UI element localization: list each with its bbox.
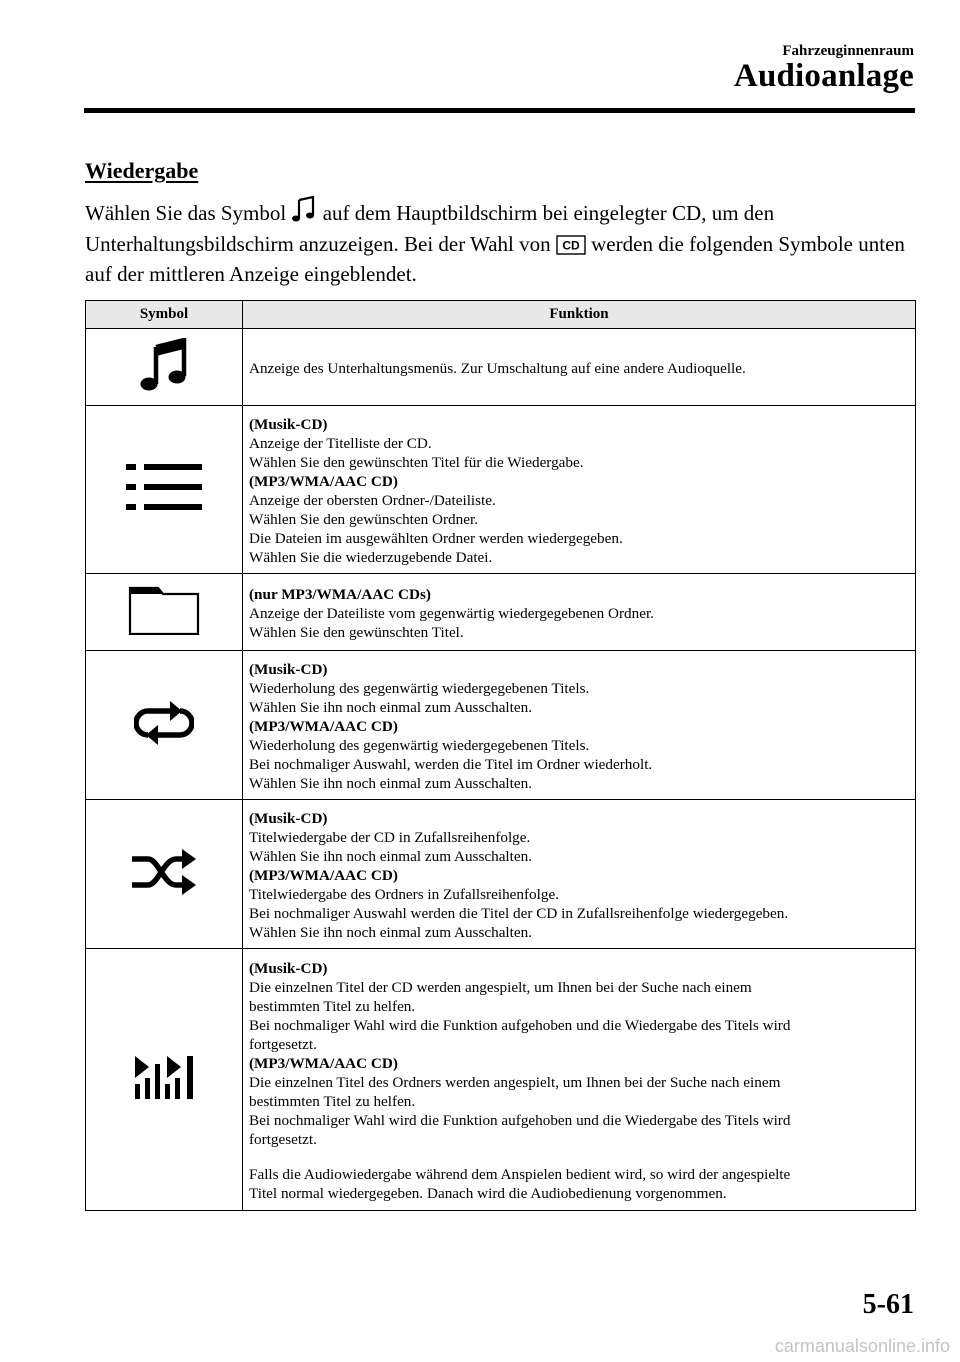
function-cell — [243, 651, 916, 800]
function-text-line: Titelwiedergabe der CD in Zufallsreihenfolge. — [249, 829, 531, 846]
table-row — [86, 651, 916, 800]
symbol-cell — [86, 406, 243, 574]
function-text-line: Wählen Sie ihn noch einmal zum Ausschalten. — [249, 924, 533, 941]
function-text-line: bestimmten Titel zu helfen. — [249, 998, 416, 1015]
function-text-line: Bei nochmaliger Auswahl, werden die Titel im Ordner wiederholt. — [249, 756, 653, 773]
cd-type-label: (Musik-CD) — [249, 416, 328, 433]
function-text-line: fortgesetzt. — [249, 1131, 317, 1148]
shuffle-icon — [130, 849, 198, 895]
table-header-row — [86, 301, 916, 329]
cd-type-label: (MP3/WMA/AAC CD) — [249, 1055, 398, 1072]
table-row — [86, 800, 916, 949]
cd-type-label: (Musik-CD) — [249, 661, 328, 678]
repeat-icon — [134, 701, 194, 745]
function-text-line: Wählen Sie die wiederzugebende Datei. — [249, 549, 493, 566]
section-title: Wiedergabe — [85, 158, 199, 183]
symbol-cell — [86, 651, 243, 800]
cd-icon-label: CD — [562, 238, 580, 252]
cd-type-label: (MP3/WMA/AAC CD) — [249, 473, 398, 490]
cd-type-label: (MP3/WMA/AAC CD) — [249, 867, 398, 884]
function-text-line: Wählen Sie den gewünschten Titel. — [249, 624, 464, 641]
symbol-cell — [86, 800, 243, 949]
cd-inline-icon — [556, 235, 586, 262]
function-text-line: bestimmten Titel zu helfen. — [249, 1093, 416, 1110]
function-text-line: Wiederholung des gegenwärtig wiedergegebenen Titels. — [249, 680, 590, 697]
intro-text-1: Wählen Sie das Symbol — [85, 201, 292, 225]
function-text-line: Die einzelnen Titel der CD werden angespielt, um Ihnen bei der Suche nach einem — [249, 979, 752, 996]
table-row — [86, 329, 916, 406]
cd-type-label: (Musik-CD) — [249, 960, 328, 977]
function-text-line: Die einzelnen Titel des Ordners werden angespielt, um Ihnen bei der Suche nach einem — [249, 1074, 781, 1091]
music-note-inline-icon — [291, 196, 317, 231]
function-cell — [243, 574, 916, 651]
function-text-line: Anzeige der Titelliste der CD. — [249, 435, 432, 452]
header-divider — [84, 108, 915, 113]
function-text-line: Bei nochmaliger Auswahl werden die Titel der CD in Zufallsreihenfolge wiedergegeben. — [249, 905, 789, 922]
function-text-line: Wählen Sie ihn noch einmal zum Ausschalten. — [249, 775, 533, 792]
cd-type-label: (nur MP3/WMA/AAC CDs) — [249, 586, 431, 603]
function-cell — [243, 949, 916, 1211]
function-cell — [243, 329, 916, 406]
function-cell — [243, 800, 916, 949]
intro-paragraph — [85, 196, 920, 288]
function-text-line: Anzeige der obersten Ordner-/Dateiliste. — [249, 492, 496, 509]
intro-text-2: auf dem Hauptbildschirm bei eingelegter CD, um den Unterhaltungsbildschirm anzuzeigen. Bei der Wahl von — [85, 201, 775, 256]
function-text-line: Titelwiedergabe des Ordners in Zufallsreihenfolge. — [249, 886, 559, 903]
function-text-line: Wählen Sie den gewünschten Ordner. — [249, 511, 479, 528]
function-text-line: Bei nochmaliger Wahl wird die Funktion aufgehoben und die Wiedergabe des Titels wird — [249, 1112, 791, 1129]
function-text-line: fortgesetzt. — [249, 1036, 317, 1053]
function-text-line: Anzeige des Unterhaltungsmenüs. Zur Umschaltung auf eine andere Audioquelle. — [249, 360, 746, 377]
list-icon — [124, 463, 204, 511]
page-number: 5-61 — [862, 1289, 914, 1320]
function-text-line: Wiederholung des gegenwärtig wiedergegebenen Titels. — [249, 737, 590, 754]
function-text-line: Falls die Audiowiedergabe während dem Anspielen bedient wird, so wird der angespielte — [249, 1166, 791, 1183]
header-symbol: Symbol — [86, 301, 243, 329]
header-chapter: Audioanlage — [733, 58, 914, 94]
symbol-table — [85, 300, 916, 1211]
music-note-icon — [139, 338, 189, 392]
function-text-line: Wählen Sie ihn noch einmal zum Ausschalten. — [249, 699, 533, 716]
function-text-line: Wählen Sie ihn noch einmal zum Ausschalten. — [249, 848, 533, 865]
function-text-line — [249, 1149, 909, 1165]
function-text-line: Wählen Sie den gewünschten Titel für die Wiedergabe. — [249, 454, 584, 471]
function-text-line: Titel normal wiedergegeben. Danach wird die Audiobedienung vorgenommen. — [249, 1185, 727, 1202]
function-cell — [243, 406, 916, 574]
symbol-cell — [86, 574, 243, 651]
cd-type-label: (Musik-CD) — [249, 810, 328, 827]
symbol-cell — [86, 329, 243, 406]
table-row — [86, 574, 916, 651]
table-row — [86, 949, 916, 1211]
function-text-line: Die Dateien im ausgewählten Ordner werden wiedergegeben. — [249, 530, 623, 547]
header-section: Fahrzeuginnenraum — [782, 43, 914, 59]
cd-type-label: (MP3/WMA/AAC CD) — [249, 718, 398, 735]
watermark: carmanualsonline.info — [774, 1336, 950, 1356]
folder-icon — [127, 585, 201, 635]
symbol-cell — [86, 949, 243, 1211]
function-text-line: Anzeige der Dateiliste vom gegenwärtig wiedergegebenen Ordner. — [249, 605, 654, 622]
intro-text-3: werden die folgenden Symbole unten auf der mittleren Anzeige eingeblendet. — [85, 231, 905, 286]
table-row — [86, 406, 916, 574]
scan-icon — [133, 1054, 195, 1100]
function-text-line: Bei nochmaliger Wahl wird die Funktion aufgehoben und die Wiedergabe des Titels wird — [249, 1017, 791, 1034]
header-function: Funktion — [243, 301, 916, 329]
